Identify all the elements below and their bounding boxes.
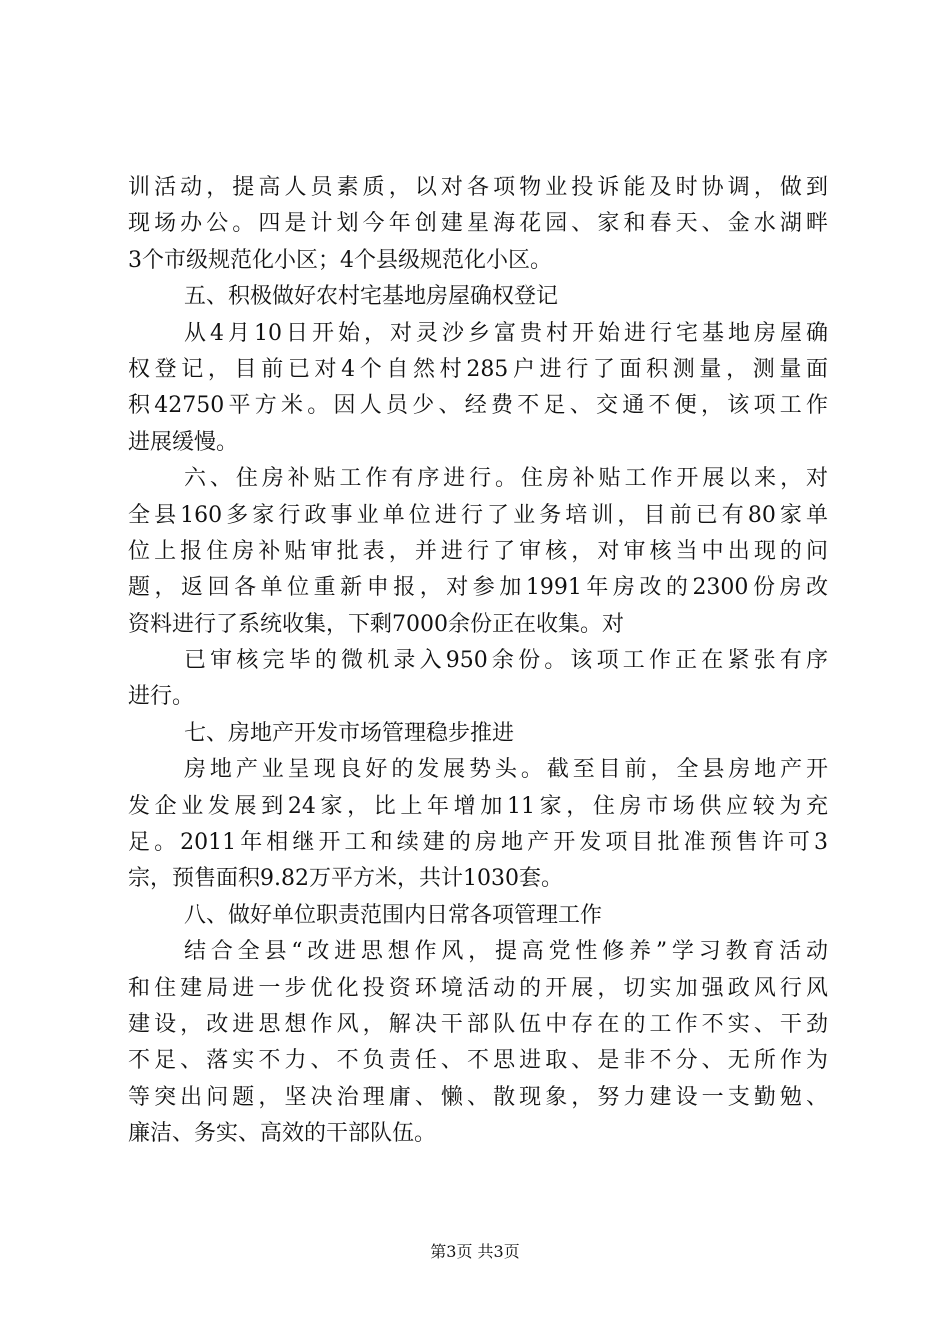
text-line: 等突出问题，坚决治理庸、懒、散现象，努力建设一支勤勉、 [128,1084,828,1110]
body-text [128,170,828,1153]
text-line: 积42750平方米。因人员少、经费不足、交通不便，该项工作 [128,393,828,419]
page-number-footer: 第3页 共3页 [430,1242,520,1261]
text-line: 房地产业呈现良好的发展势头。截至目前，全县房地产开 [184,757,828,783]
text-line: 从4月10日开始，对灵沙乡富贵村开始进行宅基地房屋确 [184,320,828,346]
text-line: 和住建局进一步优化投资环境活动的开展，切实加强政风行风 [128,975,828,1001]
text-line: 宗，预售面积9.82万平方米，共计1030套。 [128,866,563,892]
text-line: 不足、落实不力、不负责任、不思进取、是非不分、无所作为 [128,1048,828,1074]
text-line: 发企业发展到24家，比上年增加11家，住房市场供应较为充 [128,793,828,819]
text-line: 建设，改进思想作风，解决干部队伍中存在的工作不实、干劲 [128,1011,828,1037]
text-line: 结合全县“改进思想作风，提高党性修养”学习教育活动 [184,939,828,965]
text-line: 廉洁、务实、高效的干部队伍。 [128,1121,437,1147]
text-line: 进展缓慢。 [128,429,239,455]
text-line: 权登记，目前已对4个自然村285户进行了面积测量，测量面 [128,356,828,382]
text-line: 训活动，提高人员素质，以对各项物业投诉能及时协调，做到 [128,175,828,200]
text-line: 题，返回各单位重新申报，对参加1991年房改的2300份房改 [128,575,828,601]
text-line: 全县160多家行政事业单位进行了业务培训，目前已有80家单 [128,502,828,528]
text-line: 资料进行了系统收集，下剩7000余份正在收集。对 [128,611,624,637]
section-heading: 五、积极做好农村宅基地房屋确权登记 [184,284,559,310]
section-heading: 八、做好单位职责范围内日常各项管理工作 [184,902,603,928]
text-line: 足。2011年相继开工和续建的房地产开发项目批准预售许可3 [128,830,828,856]
section-heading: 七、房地产开发市场管理稳步推进 [184,720,515,746]
text-line: 已审核完毕的微机录入950余份。该项工作正在紧张有序 [184,648,828,674]
text-line: 位上报住房补贴审批表，并进行了审核，对审核当中出现的问 [128,538,828,564]
text-line: 3个市级规范化小区；4个县级规范化小区。 [128,247,552,273]
section-heading: 六、住房补贴工作有序进行。住房补贴工作开展以来，对 [184,466,828,492]
text-line: 现场办公。四是计划今年创建星海花园、家和春天、金水湖畔 [128,211,828,237]
text-line: 进行。 [128,684,195,710]
